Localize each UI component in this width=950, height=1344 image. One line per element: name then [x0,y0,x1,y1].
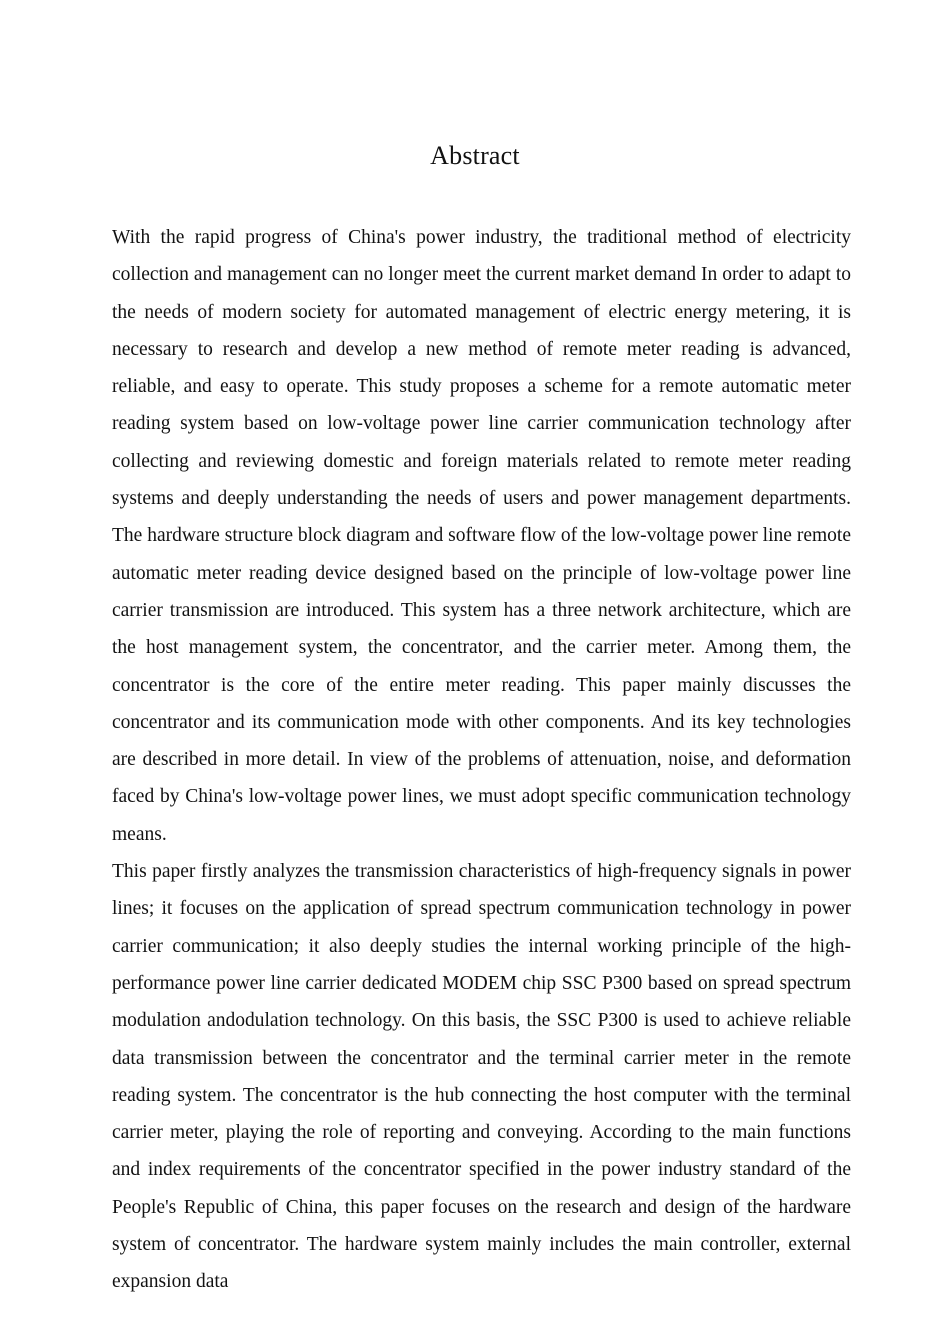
page-title: Abstract [430,141,520,171]
abstract-paragraph-1: With the rapid progress of China's power industry, the traditional method of electricity collection and management can no longer meet the current market demand In order to adapt to the needs of modern society for automated management of electric energy metering, it is necessary to research and develop a new method of remote meter reading is advanced, reliable, and easy to operate. This study proposes a scheme for a remote automatic meter reading system based on low-voltage power line carrier communication technology after collecting and reviewing domestic and foreign materials related to remote meter reading systems and deeply understanding the needs of users and power management departments. The hardware structure block diagram and software flow of the low-voltage power line remote automatic meter reading device designed based on the principle of low-voltage power line carrier transmission are introduced. This system has a three network architecture, which are the host management system, the concentrator, and the carrier meter. Among them, the concentrator is the core of the entire meter reading. This paper mainly discusses the concentrator and its communication mode with other components. And its key technologies are described in more detail. In view of the problems of attenuation, noise, and deformation faced by China's low-voltage power lines, we must adopt specific communication technology means. [112,227,851,845]
abstract-paragraph-2: This paper firstly analyzes the transmission characteristics of high-frequency signals in power lines; it focuses on the application of spread spectrum communication technology in power carrier communication; it also deeply studies the internal working principle of the high-performance power line carrier dedicated MODEM chip SSC P300 based on spread spectrum modulation andodulation technology. On this basis, the SSC P300 is used to achieve reliable data transmission between the concentrator and the terminal carrier meter in the remote reading system. The concentrator is the hub connecting the host computer with the terminal carrier meter, playing the role of reporting and conveying. According to the main functions and index requirements of the concentrator specified in the power industry standard of the People's Republic of China, this paper focuses on the research and design of the hardware system of concentrator. The hardware system mainly includes the main controller, external expansion data [112,861,851,1293]
abstract-body [112,219,851,1301]
